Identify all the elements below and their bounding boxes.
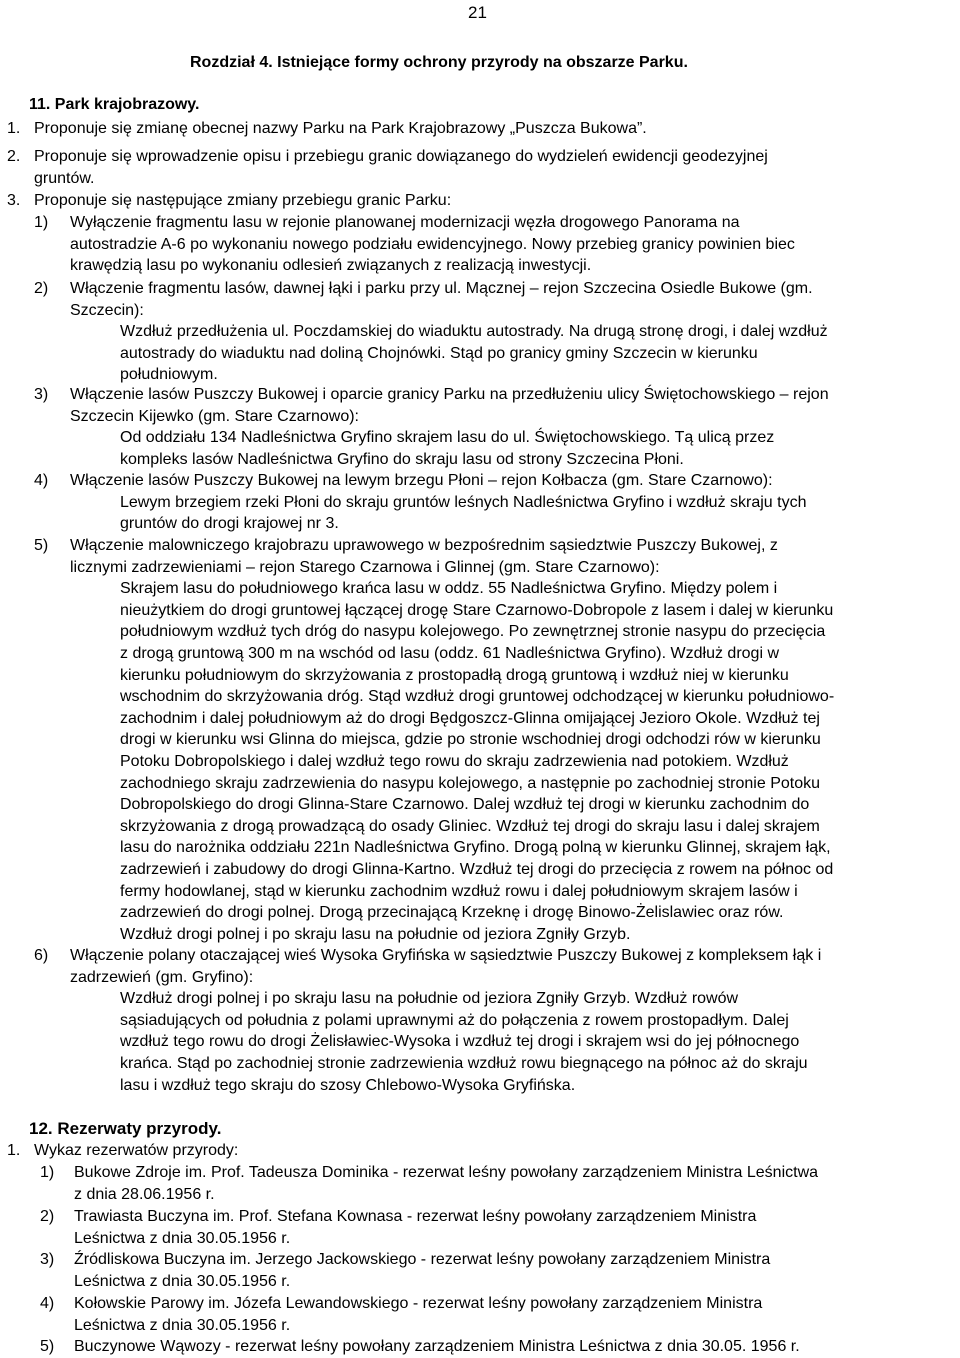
- change-text: zadrzewień (gm. Gryfino):: [70, 968, 254, 986]
- reserve-text: Źródliskowa Buczyna im. Jerzego Jackowskiego - rezerwat leśny powołany zarządzeniem Ministra: [74, 1251, 771, 1268]
- reserve-5: [40, 1336, 800, 1358]
- item-text: Proponuje się następujące zmiany przebiegu granic Parku:: [34, 192, 452, 209]
- change-number: 1): [34, 214, 49, 231]
- section-11-item-1: [7, 118, 647, 140]
- reserve-text: Bukowe Zdroje im. Prof. Tadeusza Dominika - rezerwat leśny powołany zarządzeniem Ministra Leśnictwa: [74, 1164, 819, 1181]
- change-4: [34, 470, 807, 535]
- change-3: [34, 384, 829, 470]
- item-number: 1.: [7, 120, 21, 137]
- section-11-title: 11. Park krajobrazowy.: [29, 96, 200, 113]
- reserve-number: 2): [40, 1208, 55, 1225]
- section-12-heading: [7, 1118, 221, 1140]
- change-text: licznymi zadrzewieniami – rejon Starego Czarnowa i Glinnej (gm. Stare Czarnowo):: [70, 558, 660, 576]
- reserve-1: [40, 1162, 818, 1205]
- reserve-text: Leśnictwa z dnia 30.05.1956 r.: [74, 1229, 291, 1247]
- change-text: Szczecin Kijewko (gm. Stare Czarnowo):: [70, 407, 359, 425]
- section-12-title: 12. Rezerwaty przyrody.: [29, 1119, 222, 1138]
- change-text: Włączenie malowniczego krajobrazu uprawowego w bezpośrednim sąsiedztwie Puszczy Bukowej, z: [70, 537, 778, 554]
- change-text: Szczecin):: [70, 301, 144, 319]
- change-detail: Lewym brzegiem rzeki Płoni do skraju gruntów leśnych Nadleśnictwa Gryfino i wzdłuż skraju tych gruntów do drogi krajowej nr 3.: [120, 493, 807, 533]
- reserve-text: Trawiasta Buczyna im. Prof. Stefana Kownasa - rezerwat leśny powołany zarządzeniem Ministra: [74, 1208, 757, 1225]
- page-number: 21: [468, 3, 487, 22]
- item-text: Proponuje się zmianę obecnej nazwy Parku na Park Krajobrazowy „Puszcza Bukowa”.: [34, 120, 647, 137]
- reserve-number: 4): [40, 1295, 55, 1312]
- change-detail: Skrajem lasu do południowego krańca lasu w oddz. 55 Nadleśnictwa Gryfino. Między polem i nieużytkiem do drogi gruntowej łączącej drogę Stare Czarnowo-Dobropole z lasem i dalej w kierunku południowym wzdłuż tych dróg do nasypu kolejowego. Po zewnętrznej stronie nasypu do przecięcia z drogą gruntową 300 m na wschód od lasu (oddz. 61 Nadleśnictwa Gryfino). Wzdłuż drogi w kierunku południowym do skrzyżowania z prostopadłą drogą gruntową i wzdłuż niej w kierunku wschodnim do skrzyżowania dróg. Stąd wzdłuż drogi gruntowej odchodzącej w kierunku południowo- zachodnim i dalej południowym aż do drogi Będgoszcz-Glinna omijającej Jezioro Okole. Wzdłuż tej drogi w kierunku wsi Glinna do miejsca, gdzie po stronie wschodniej drogi odchodzi rów w kierunku Potoku Dobropolskiego i dalej wzdłuż tego rowu do skraju zadrzewienia nad potokiem. Wzdłuż zachodniego skraju zadrzewienia do nasypu kolejowego, a następnie po zachodniej stronie Potoku Dobropolskiego do drogi Glinna-Stare Czarnowo. Dalej wzdłuż tej drogi w kierunku zachodnim do skrzyżowania z drogą prowadzącą do osady Gliniec. Wzdłuż tej drogi do skraju lasu i dalej skrajem lasu do narożnika oddziału 221n Nadleśnictwa Gryfino. Drogą polną w kierunku Glinnej, skrajem łąk, zadrzewień i zabudowy do drogi Glinna-Kartno. Wzdłuż tej drogi do przecięcia z rowem na północ od fermy hodowlanej, stąd w kierunku zachodnim wzdłuż rowu i dalej południowym skrajem lasów i zadrzewień do drogi polnej. Drogą przecinającą Krzeknę i drogę Binowo-Żelislawiec oraz rów. Wzdłuż drogi polnej i po skraju lasu na południe od jeziora Zgniły Grzyb.: [120, 580, 835, 943]
- change-number: 4): [34, 472, 49, 489]
- change-number: 2): [34, 280, 49, 297]
- change-text: krawędzią lasu po wykonaniu odlesień związanych z realizacją inwestycji.: [70, 257, 592, 275]
- change-detail: Od oddziału 134 Nadleśnictwa Gryfino skrajem lasu do ul. Świętochowskiego. Tą ulicą przez kompleks lasów Nadleśnictwa Gryfino do skraju lasu od strony Szczecina Płoni.: [120, 429, 775, 468]
- item-text: gruntów.: [34, 169, 95, 187]
- change-text: Włączenie lasów Puszczy Bukowej na lewym brzegu Płoni – rejon Kołbacza (gm. Stare Czarnowo):: [70, 472, 773, 489]
- reserve-2: [40, 1206, 756, 1249]
- change-6: [34, 945, 821, 1096]
- change-2: [34, 278, 828, 386]
- change-text: Włączenie lasów Puszczy Bukowej i oparcie granicy Parku na przedłużeniu ulicy Świętochowskiego – rejon: [70, 386, 829, 403]
- item-number: 1.: [7, 1142, 21, 1159]
- section-11-heading: [7, 94, 199, 116]
- item-number: 3.: [7, 192, 21, 209]
- reserve-text: Leśnictwa z dnia 30.05.1956 r.: [74, 1316, 291, 1334]
- change-5: [34, 535, 834, 945]
- change-1: [34, 212, 795, 277]
- section-11-item-3: [7, 190, 451, 212]
- change-text: Włączenie polany otaczającej wieś Wysoka Gryfińska w sąsiedztwie Puszczy Bukowej z kompleksem łąk i: [70, 947, 822, 964]
- change-number: 3): [34, 386, 49, 403]
- item-text: Proponuje się wprowadzenie opisu i przebiegu granic dowiązanego do wydzieleń ewidencji geodezyjnej: [34, 148, 768, 165]
- reserve-text: z dnia 28.06.1956 r.: [74, 1185, 215, 1203]
- chapter-title: Rozdział 4. Istniejące formy ochrony przyrody na obszarze Parku.: [190, 54, 688, 71]
- change-number: 5): [34, 537, 49, 554]
- reserve-text: Buczynowe Wąwozy - rezerwat leśny powołany zarządzeniem Ministra Leśnictwa z dnia 30.05. 1956 r.: [74, 1338, 800, 1355]
- reserve-3: [40, 1249, 770, 1292]
- reserve-number: 5): [40, 1338, 55, 1355]
- reserve-4: [40, 1293, 762, 1336]
- section-11-item-2: [7, 146, 768, 189]
- change-text: Wyłączenie fragmentu lasu w rejonie planowanej modernizacji węzła drogowego Panorama na: [70, 214, 740, 231]
- reserve-text: Kołowskie Parowy im. Józefa Lewandowskiego - rezerwat leśny powołany zarządzeniem Ministra: [74, 1295, 763, 1312]
- reserve-number: 1): [40, 1164, 55, 1181]
- section-12-item-1: [7, 1140, 238, 1162]
- change-text: Włączenie fragmentu lasów, dawnej łąki i parku przy ul. Mącznej – rejon Szczecina Osiedle Bukowe (gm.: [70, 280, 813, 297]
- reserve-text: Leśnictwa z dnia 30.05.1956 r.: [74, 1272, 291, 1290]
- change-detail: Wzdłuż drogi polnej i po skraju lasu na południe od jeziora Zgniły Grzyb. Wzdłuż rowów sąsiadujących od południa z polami uprawnymi aż do połączenia z rowem prostopadłym. Dalej wzdłuż tego rowu do drogi Żelisławiec-Wysoka i wzdłuż tej drogi i skrajem wsi do jej północnego krańca. Stąd po zachodniej stronie zadrzewienia wzdłuż rowu biegnącego na północ aż do skraju lasu i wzdłuż tego skraju do szosy Chlebowo-Wysoka Gryfińska.: [120, 990, 808, 1094]
- change-text: autostradzie A-6 po wykonaniu nowego podziału ewidencyjnego. Nowy przebieg granicy powinien biec: [70, 235, 795, 253]
- change-detail: Wzdłuż przedłużenia ul. Poczdamskiej do wiaduktu autostrady. Na drugą stronę drogi, i dalej wzdłuż autostrady do wiaduktu nad doliną Chojnówki. Stąd po granicy gminy Szczecin w kierunku południowym.: [120, 323, 828, 384]
- change-number: 6): [34, 947, 49, 964]
- reserve-number: 3): [40, 1251, 55, 1268]
- item-text: Wykaz rezerwatów przyrody:: [34, 1142, 239, 1159]
- item-number: 2.: [7, 148, 21, 165]
